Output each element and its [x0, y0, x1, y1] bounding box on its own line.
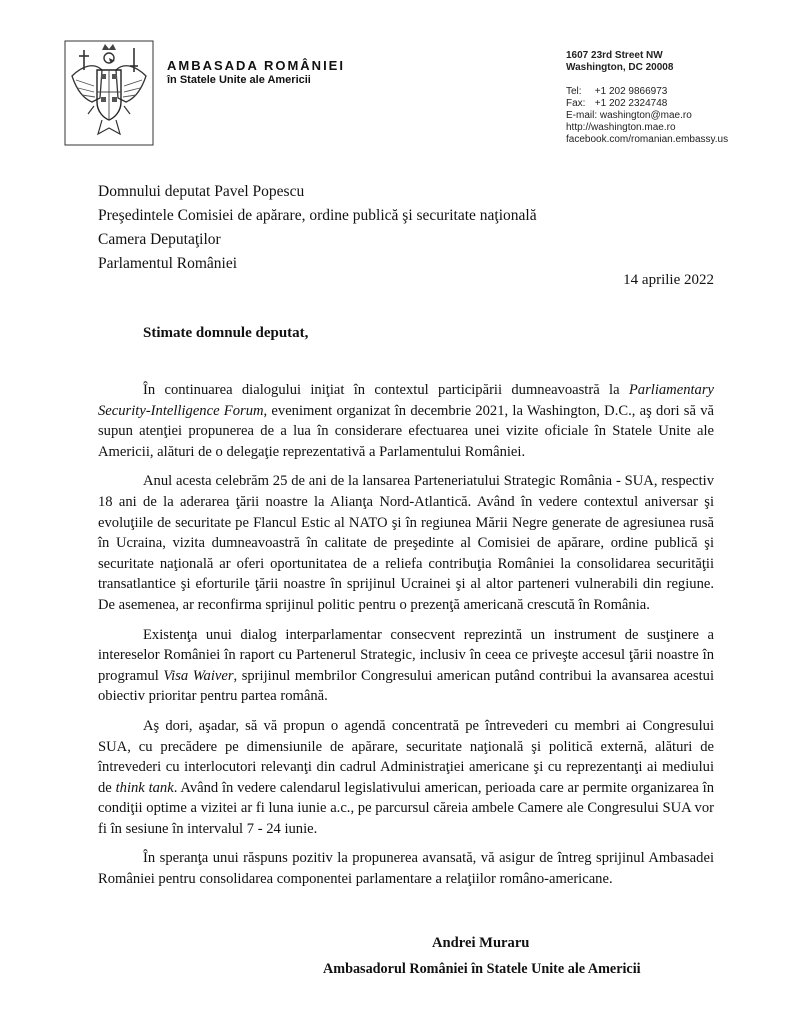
letter-date: 14 aprilie 2022: [623, 272, 714, 288]
letter-body: [98, 380, 714, 899]
tel-value: +1 202 9866973: [594, 86, 668, 97]
tel-row: [566, 86, 728, 98]
paragraph: Aş dori, aşadar, să vă propun o agendă concentrată pe întrevederi cu membri ai Congresului SUA, cu precădere pe dimensiunile de apărare, securitate naţională şi politică externă, alături de întrevederi cu interlocutori relevanţi din cadrul Administraţiei americane şi cu reprezentanţi ai mediului de think tank. Având în vedere calendarul legislativului american, perioada care ar permite organizarea în condiţii optime a vizitei ar fi luna iunie a.c., pe parcursul căreia ambele Camere ale Congresului SUA vor fi în sesiune în intervalul 7 - 24 iunie.: [98, 717, 714, 837]
embassy-name: AMBASADA ROMÂNIEI: [167, 58, 345, 73]
paragraph: Existenţa unui dialog interparlamentar consecvent reprezintă un instrument de susţinere a intereselor României în raport cu Partenerul Strategic, inclusiv în ceea ce priveşte accesul ţării noastre în programul Visa Waiver, sprijinul membrilor Congresului american putând contribui la avansarea acestui obiectiv prioritar pentru partea română.: [98, 626, 714, 705]
paragraph: Anul acesta celebrăm 25 de ani de la lansarea Parteneriatului Strategic România - SUA, respectiv 18 ani de la aderarea ţării noastre la Alianţa Nord-Atlantică. Având în vedere contextul aniversar şi evoluţiile de securitate pe Flancul Estic al NATO şi în regiunea Mării Negre generate de agresiunea rusă în Ucraina, vizita dumneavoastră în calitate de preşedinte al Comisiei de apărare, ordine publică şi securitate naţională ar oferi oportunitatea de a reliefa contribuţia României la consolidarea securităţii transatlantice şi eforturile ţării noastre în sprijinul Ucrainei şi al altor parteneri vulnerabili din regiune. De asemenea, ar reconfirma sprijinul politic pentru o prezenţă americană crescută în România.: [98, 473, 714, 613]
recipient-line: Parlamentul României: [98, 255, 238, 272]
recipient-line: Camera Deputaţilor: [98, 231, 221, 248]
contact-block: [566, 50, 728, 146]
email-line: E-mail: washington@mae.ro: [566, 110, 692, 121]
salutation: Stimate domnule deputat,: [143, 325, 309, 341]
website-line: http://washington.mae.ro: [566, 122, 676, 133]
signatory-title: Ambasadorul României în Statele Unite ale Americii: [323, 961, 641, 977]
facebook-line: facebook.com/romanian.embassy.us: [566, 134, 729, 145]
fax-label: Fax:: [566, 98, 586, 109]
fax-value: +1 202 2324748: [594, 98, 668, 109]
paragraph: În continuarea dialogului iniţiat în contextul participării dumneavoastră la Parliamentary Security-Intelligence Forum, eveniment organizat în decembrie 2021, la Washington, D.C., aş dori să vă supun atenţiei propunerea de a lua în considerare efectuarea unei vizite oficiale în Statele Unite ale Americii, alături de o delegaţie reprezentativă a Parlamentului României.: [98, 382, 714, 460]
fax-row: [566, 98, 728, 110]
embassy-location: în Statele Unite ale Americii: [167, 74, 311, 86]
paragraph: În speranţa unui răspuns pozitiv la propunerea avansată, vă asigur de întreg sprijinul Ambasadei României pentru consolidarea componentei parlamentare a relaţiilor româno-americane.: [98, 850, 714, 888]
address-line-1: 1607 23rd Street NW: [566, 50, 663, 61]
recipient-line: Preşedintele Comisiei de apărare, ordine publică şi securitate naţională: [98, 207, 537, 224]
recipient-block: [98, 180, 537, 276]
tel-label: Tel:: [566, 86, 582, 97]
coat-of-arms-icon: [64, 40, 154, 146]
recipient-line: Domnului deputat Pavel Popescu: [98, 183, 305, 200]
signatory-name: Andrei Muraru: [432, 935, 530, 951]
address-line-2: Washington, DC 20008: [566, 62, 674, 73]
